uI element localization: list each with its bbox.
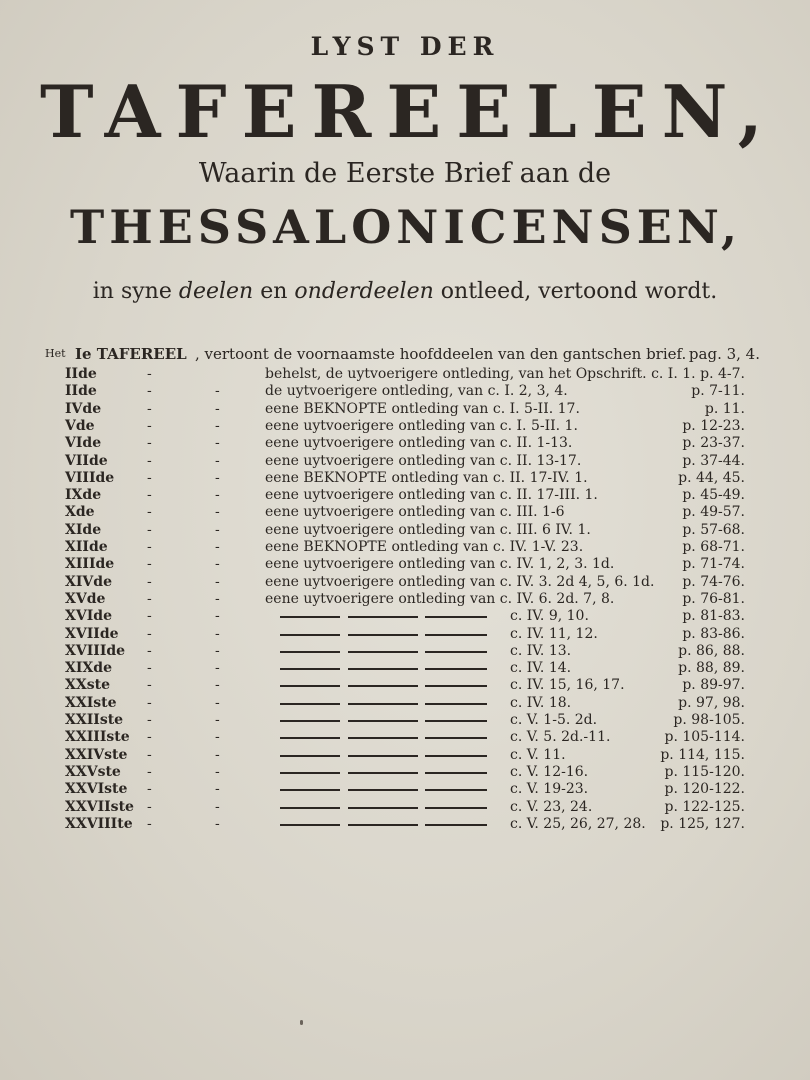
list-item bbox=[65, 816, 745, 833]
tafereel-number: XXste bbox=[65, 677, 110, 694]
list-item bbox=[65, 591, 745, 608]
ditto-mark: - bbox=[147, 729, 152, 746]
entry-page: p. 122-125. bbox=[664, 798, 745, 815]
list-item bbox=[65, 626, 745, 643]
ditto-mark: - bbox=[147, 746, 152, 763]
ditto-mark: - bbox=[215, 383, 220, 400]
heading-lyst-der: LYST DER bbox=[310, 32, 500, 61]
entry-page: p. 11. bbox=[704, 400, 745, 417]
ditto-mark: - bbox=[147, 383, 152, 400]
list-item bbox=[65, 539, 745, 556]
list-item bbox=[65, 712, 745, 729]
ditto-rule bbox=[280, 807, 490, 809]
ditto-mark: - bbox=[147, 815, 152, 832]
entry-page: p. 88, 89. bbox=[678, 660, 745, 677]
entry-page: p. 68-71. bbox=[682, 539, 745, 555]
subheading-part-1: in syne bbox=[92, 279, 179, 304]
entry-page: p. 89-97. bbox=[682, 677, 745, 694]
subheading-part-2: en bbox=[253, 279, 295, 304]
ditto-rule bbox=[280, 737, 490, 739]
ditto-rule bbox=[280, 772, 490, 774]
ditto-mark: - bbox=[215, 642, 220, 659]
ditto-mark: - bbox=[215, 487, 220, 504]
het-label: Het bbox=[45, 347, 66, 360]
entry-page: p. 115-120. bbox=[664, 763, 745, 780]
ditto-mark: - bbox=[147, 452, 152, 469]
tafereel-number: VIIIde bbox=[65, 469, 115, 486]
entry-page: p. 23-37. bbox=[682, 435, 745, 452]
entry-description: c. V. 12-16. bbox=[510, 763, 589, 780]
ditto-mark: - bbox=[147, 435, 152, 452]
entry-description: c. V. 19-23. bbox=[510, 781, 589, 798]
entry-page: p. 114, 115. bbox=[660, 746, 745, 763]
entry-page: p. 12-23. bbox=[682, 417, 745, 434]
list-item bbox=[65, 747, 745, 764]
entry-description: eene BEKNOPTE ontleding van c. I. 5-II. 17. bbox=[265, 400, 580, 417]
ditto-mark: - bbox=[147, 504, 152, 521]
list-item bbox=[65, 660, 745, 677]
tafereel-number: VIIde bbox=[65, 452, 108, 469]
tafereel-number: IXde bbox=[65, 487, 102, 504]
tafereel-number: IVde bbox=[65, 400, 102, 417]
list-item bbox=[65, 435, 745, 452]
ditto-rule bbox=[280, 720, 490, 722]
ditto-mark: - bbox=[215, 763, 220, 780]
ditto-mark: - bbox=[147, 694, 152, 711]
list-item bbox=[65, 799, 745, 816]
subheading-part-3: ontleed, vertoond wordt. bbox=[433, 279, 718, 304]
ditto-mark: - bbox=[147, 417, 152, 434]
list-item bbox=[65, 487, 745, 504]
ditto-mark: - bbox=[147, 539, 152, 555]
ditto-mark: - bbox=[147, 677, 152, 694]
entry-description: eene uytvoerigere ontleding van c. I. 5-II. 1. bbox=[265, 417, 578, 434]
entry-page: p. 81-83. bbox=[682, 608, 745, 625]
ditto-rule bbox=[280, 634, 490, 636]
entry-page: p. 125, 127. bbox=[660, 815, 745, 832]
entry-page: p. 97, 98. bbox=[678, 694, 745, 711]
entry-page: p. 74-76. bbox=[682, 573, 745, 590]
entry-description: eene uytvoerigere ontleding van c. II. 13-17. bbox=[265, 452, 582, 469]
ditto-mark: - bbox=[215, 781, 220, 798]
list-item bbox=[65, 695, 745, 712]
entry-description: behelst, de uytvoerigere ontleding, van het Opschrift. c. I. 1. bbox=[265, 366, 696, 382]
ditto-mark: - bbox=[215, 712, 220, 728]
entry-description: c. V. 1-5. 2d. bbox=[510, 712, 598, 728]
ditto-mark: - bbox=[215, 521, 220, 538]
list-item bbox=[65, 643, 745, 660]
entry-description: eene uytvoerigere ontleding van c. III. 1-6 bbox=[265, 504, 565, 521]
ditto-mark: - bbox=[147, 712, 152, 728]
list-item bbox=[65, 453, 745, 470]
tafereel-number: Xde bbox=[65, 504, 95, 521]
ditto-mark: - bbox=[215, 625, 220, 642]
entry-page: p. 71-74. bbox=[682, 556, 745, 573]
ditto-mark: - bbox=[215, 573, 220, 590]
entry-page: p. 49-57. bbox=[682, 504, 745, 521]
ditto-mark: - bbox=[147, 590, 152, 607]
entry-description: c. IV. 13. bbox=[510, 642, 572, 659]
ditto-mark: - bbox=[215, 417, 220, 434]
tafereel-number: XXVIste bbox=[65, 781, 128, 798]
ditto-mark: - bbox=[147, 660, 152, 677]
entry-description: eene BEKNOPTE ontleding van c. II. 17-IV. 1. bbox=[265, 469, 588, 486]
tafereel-number: XIIIde bbox=[65, 556, 115, 573]
tafereel-number: XXIVste bbox=[65, 746, 128, 763]
ditto-mark: - bbox=[215, 660, 220, 677]
entry-page: p. 7-11. bbox=[691, 383, 745, 400]
list-item bbox=[65, 677, 745, 694]
ditto-mark: - bbox=[147, 763, 152, 780]
list-item bbox=[65, 401, 745, 418]
heading-tafereelen: TAFEREELEN, bbox=[40, 69, 778, 154]
entry-description: c. V. 25, 26, 27, 28. bbox=[510, 815, 646, 832]
ditto-mark: - bbox=[215, 729, 220, 746]
ditto-mark: - bbox=[147, 798, 152, 815]
list-item bbox=[65, 608, 745, 625]
entry-page: p. 76-81. bbox=[682, 590, 745, 607]
list-item bbox=[65, 418, 745, 435]
ditto-mark: - bbox=[147, 469, 152, 486]
entry-description: eene BEKNOPTE ontleding van c. IV. 1-V. 23. bbox=[265, 539, 584, 555]
subheading-waarin: Waarin de Eerste Brief aan de bbox=[198, 158, 612, 189]
tafereel-number: IIde bbox=[65, 366, 97, 382]
ditto-mark: - bbox=[147, 521, 152, 538]
first-entry-page: pag. 3, 4. bbox=[688, 345, 760, 363]
ditto-mark: - bbox=[215, 815, 220, 832]
entry-page: p. 86, 88. bbox=[678, 642, 745, 659]
entry-page: p. 37-44. bbox=[682, 452, 745, 469]
ditto-rule bbox=[280, 703, 490, 705]
entry-page: p. 98-105. bbox=[673, 712, 745, 728]
entry-description: c. IV. 11, 12. bbox=[510, 625, 598, 642]
list-first-entry bbox=[45, 345, 760, 365]
list-item bbox=[65, 729, 745, 746]
tafereel-number: XXIIste bbox=[65, 712, 124, 728]
entry-page: p. 105-114. bbox=[664, 729, 745, 746]
ink-spot bbox=[300, 1020, 303, 1025]
entry-page: p. 57-68. bbox=[682, 521, 745, 538]
subheading-deelen: deelen bbox=[178, 279, 254, 304]
entry-description: c. V. 5. 2d.-11. bbox=[510, 729, 611, 746]
tafereel-number: XIVde bbox=[65, 573, 112, 590]
ditto-mark: - bbox=[215, 677, 220, 694]
first-entry-description: , vertoont de voornaamste hoofddeelen van den gantschen brief. bbox=[195, 345, 687, 363]
ditto-rule bbox=[280, 755, 490, 757]
ditto-rule bbox=[280, 616, 490, 618]
ditto-mark: - bbox=[147, 556, 152, 573]
list-item bbox=[65, 366, 745, 383]
ditto-mark: - bbox=[215, 400, 220, 417]
tafereel-number: VIde bbox=[65, 435, 102, 452]
ditto-rule bbox=[280, 789, 490, 791]
first-entry-number: Ie TAFEREEL bbox=[75, 345, 187, 363]
tafereel-number: XVIIIde bbox=[65, 642, 126, 659]
ditto-rule bbox=[280, 824, 490, 826]
list-item bbox=[65, 556, 745, 573]
subheading-ontleed bbox=[0, 279, 810, 304]
list-item bbox=[65, 383, 745, 400]
ditto-mark: - bbox=[215, 694, 220, 711]
ditto-mark: - bbox=[147, 400, 152, 417]
ditto-mark: - bbox=[215, 746, 220, 763]
tafereel-number: XVIde bbox=[65, 608, 112, 625]
ditto-mark: - bbox=[215, 608, 220, 625]
ditto-mark: - bbox=[147, 781, 152, 798]
entry-description: eene uytvoerigere ontleding van c. IV. 1, 2, 3. 1d. bbox=[265, 556, 615, 573]
tafereel-number: XXVste bbox=[65, 763, 121, 780]
ditto-mark: - bbox=[215, 504, 220, 521]
ditto-mark: - bbox=[215, 452, 220, 469]
list-item bbox=[65, 504, 745, 521]
ditto-mark: - bbox=[147, 366, 152, 382]
ditto-mark: - bbox=[215, 556, 220, 573]
tafereel-number: XXIIIste bbox=[65, 729, 130, 746]
entry-page: p. 4-7. bbox=[700, 366, 745, 382]
list-item bbox=[65, 522, 745, 539]
entry-description: c. V. 11. bbox=[510, 746, 566, 763]
tafereel-number: XIIde bbox=[65, 539, 108, 555]
ditto-mark: - bbox=[147, 573, 152, 590]
tafereel-number: IIde bbox=[65, 383, 97, 400]
ditto-rule bbox=[280, 668, 490, 670]
entry-page: p. 120-122. bbox=[664, 781, 745, 798]
ditto-rule bbox=[280, 685, 490, 687]
entry-description: c. V. 23, 24. bbox=[510, 798, 593, 815]
list-item bbox=[65, 764, 745, 781]
entry-page: p. 45-49. bbox=[682, 487, 745, 504]
tafereel-number: XXVIIIte bbox=[65, 815, 133, 832]
tafereel-number: Vde bbox=[65, 417, 95, 434]
heading-thessalonicensen: THESSALONICENSEN, bbox=[70, 200, 742, 254]
tafereel-number: XIXde bbox=[65, 660, 112, 677]
entry-description: c. IV. 9, 10. bbox=[510, 608, 589, 625]
entry-page: p. 44, 45. bbox=[678, 469, 745, 486]
ditto-mark: - bbox=[215, 798, 220, 815]
entry-description: eene uytvoerigere ontleding van c. IV. 6. 2d. 7, 8. bbox=[265, 590, 615, 607]
entry-description: eene uytvoerigere ontleding van c. IV. 3. 2d 4, 5, 6. 1d. bbox=[265, 573, 655, 590]
entry-description: c. IV. 18. bbox=[510, 694, 572, 711]
tafereel-number: XXVIIste bbox=[65, 798, 134, 815]
ditto-mark: - bbox=[215, 435, 220, 452]
ditto-mark: - bbox=[147, 625, 152, 642]
subheading-onderdeelen: onderdeelen bbox=[294, 279, 434, 304]
tafereel-number: XVde bbox=[65, 590, 106, 607]
entry-description: eene uytvoerigere ontleding van c. III. 6 IV. 1. bbox=[265, 521, 591, 538]
ditto-mark: - bbox=[215, 539, 220, 555]
ditto-mark: - bbox=[147, 642, 152, 659]
entry-description: de uytvoerigere ontleding, van c. I. 2, 3, 4. bbox=[265, 383, 568, 400]
list-item bbox=[65, 470, 745, 487]
ditto-rule bbox=[280, 651, 490, 653]
ditto-mark: - bbox=[147, 608, 152, 625]
entry-description: eene uytvoerigere ontleding van c. II. 17-III. 1. bbox=[265, 487, 598, 504]
entry-page: p. 83-86. bbox=[682, 625, 745, 642]
ditto-mark: - bbox=[147, 487, 152, 504]
tafereel-number: XVIIde bbox=[65, 625, 119, 642]
list-item bbox=[65, 781, 745, 798]
entry-description: c. IV. 15, 16, 17. bbox=[510, 677, 625, 694]
ditto-mark: - bbox=[215, 590, 220, 607]
tafereel-number: XXIste bbox=[65, 694, 117, 711]
entry-description: c. IV. 14. bbox=[510, 660, 572, 677]
list-item bbox=[65, 574, 745, 591]
entry-description: eene uytvoerigere ontleding van c. II. 1-13. bbox=[265, 435, 573, 452]
ditto-mark: - bbox=[215, 469, 220, 486]
tafereel-number: XIde bbox=[65, 521, 102, 538]
